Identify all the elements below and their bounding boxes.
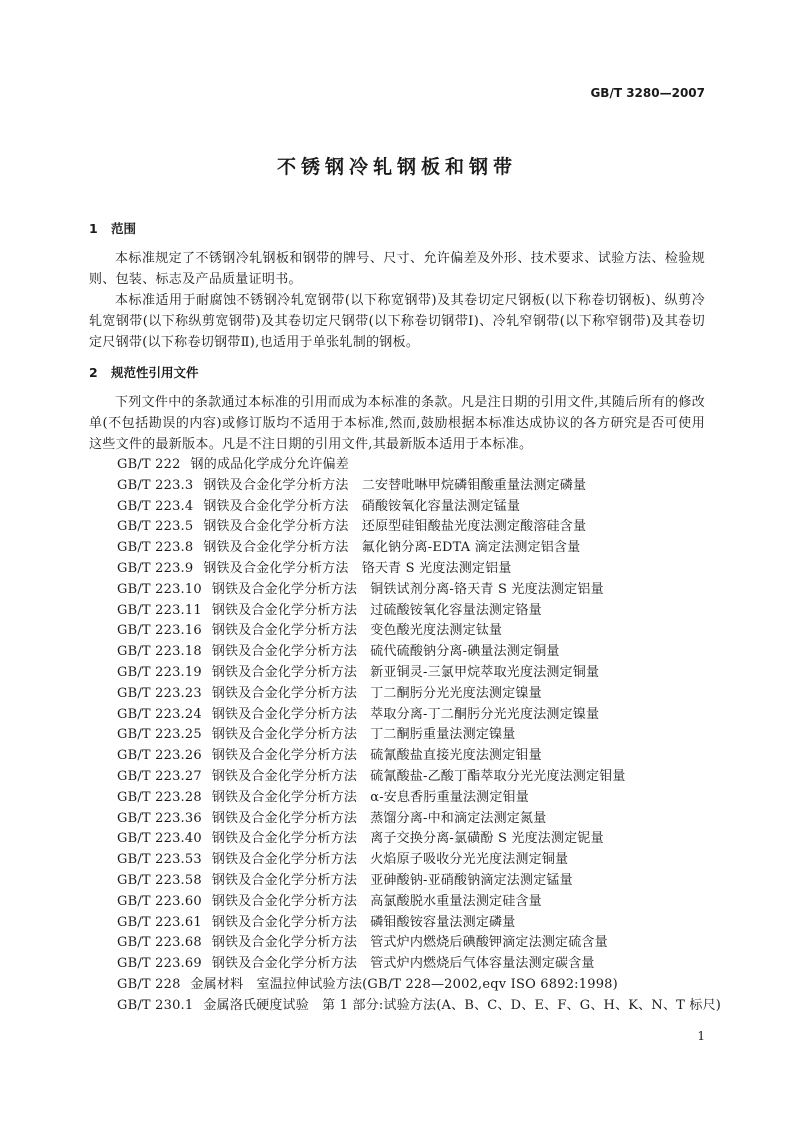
reference-title: 钢铁及合金化学分析方法 铬天青 S 光度法测定铝量 bbox=[203, 560, 512, 576]
reference-code: GB/T 223.11 bbox=[117, 602, 202, 618]
reference-title: 钢铁及合金化学分析方法 硫氰酸盐直接光度法测定钼量 bbox=[211, 748, 542, 764]
reference-title: 钢铁及合金化学分析方法 离子交换分离-氯磺酚 S 光度法测定铌量 bbox=[211, 831, 604, 847]
reference-title: 钢铁及合金化学分析方法 高氯酸脱水重量法测定硅含量 bbox=[211, 893, 542, 909]
reference-item bbox=[89, 850, 705, 871]
reference-item bbox=[89, 601, 705, 622]
reference-code: GB/T 223.23 bbox=[117, 685, 202, 701]
reference-title: 金属洛氏硬度试验 第 1 部分:试验方法(A、B、C、D、E、F、G、H、K、N、T 标尺) bbox=[203, 997, 722, 1013]
section-number: 2 bbox=[89, 365, 98, 380]
reference-item bbox=[89, 559, 705, 580]
reference-item bbox=[89, 933, 705, 954]
reference-code: GB/T 223.10 bbox=[117, 581, 202, 597]
scope-paragraph-2: 本标准适用于耐腐蚀不锈钢冷轧宽钢带(以下称宽钢带)及其卷切定尺钢板(以下称卷切钢板)、纵剪冷轧宽钢带(以下称纵剪宽钢带)及其卷切定尺钢带(以下称卷切钢带Ⅰ)、冷轧窄钢带(以下称窄钢带)及其卷切定尺钢带(以下称卷切钢带Ⅱ),也适用于单张轧制的钢板。 bbox=[89, 293, 705, 350]
reference-title: 钢的成品化学成分允许偏差 bbox=[190, 457, 349, 472]
reference-code: GB/T 223.58 bbox=[117, 872, 202, 888]
reference-item bbox=[89, 871, 705, 892]
reference-code: GB/T 223.8 bbox=[117, 540, 194, 556]
standard-code: GB/T 3280—2007 bbox=[590, 86, 705, 100]
reference-item bbox=[89, 538, 705, 559]
reference-title: 钢铁及合金化学分析方法 萃取分离-丁二酮肟分光光度法测定镍量 bbox=[211, 706, 600, 722]
reference-code: GB/T 223.28 bbox=[117, 789, 202, 805]
reference-code: GB/T 228 bbox=[117, 976, 181, 992]
reference-code: GB/T 223.9 bbox=[117, 560, 194, 576]
reference-item bbox=[89, 476, 705, 497]
reference-title: 钢铁及合金化学分析方法 过硫酸铵氧化容量法测定铬量 bbox=[211, 602, 542, 618]
reference-item bbox=[89, 746, 705, 767]
reference-title: 钢铁及合金化学分析方法 管式炉内燃烧后气体容量法测定碳含量 bbox=[211, 956, 595, 972]
references-intro-paragraph: 下列文件中的条款通过本标准的引用而成为本标准的条款。凡是注日期的引用文件,其随后所有的修改单(不包括勘误的内容)或修订版均不适用于本标准,然而,鼓励根据本标准达成协议的各方研究是否可使用这些文件的最新版本。凡是不注日期的引用文件,其最新版本适用于本标准。 bbox=[89, 395, 705, 452]
reference-code: GB/T 222 bbox=[117, 457, 181, 472]
reference-title: 钢铁及合金化学分析方法 二安替吡啉甲烷磷钼酸重量法测定磷量 bbox=[203, 477, 587, 493]
document-title: 不锈钢冷轧钢板和钢带 bbox=[276, 156, 517, 178]
reference-title: 钢铁及合金化学分析方法 硫代硫酸钠分离-碘量法测定铜量 bbox=[211, 644, 560, 660]
reference-item bbox=[89, 684, 705, 705]
reference-item bbox=[89, 892, 705, 913]
reference-item bbox=[89, 642, 705, 663]
reference-title: 钢铁及合金化学分析方法 磷钼酸铵容量法测定磷量 bbox=[211, 914, 516, 930]
reference-code: GB/T 223.24 bbox=[117, 706, 202, 722]
reference-code: GB/T 223.69 bbox=[117, 956, 202, 972]
reference-code: GB/T 223.68 bbox=[117, 935, 202, 951]
reference-title: 钢铁及合金化学分析方法 铜铁试剂分离-铬天青 S 光度法测定铝量 bbox=[211, 581, 604, 597]
reference-list bbox=[89, 455, 722, 1017]
reference-code: GB/T 223.61 bbox=[117, 914, 202, 930]
reference-code: GB/T 223.26 bbox=[117, 748, 202, 764]
reference-code: GB/T 223.27 bbox=[117, 768, 202, 784]
reference-title: 钢铁及合金化学分析方法 管式炉内燃烧后碘酸钾滴定法测定硫含量 bbox=[211, 935, 608, 951]
reference-title: 钢铁及合金化学分析方法 氟化钠分离-EDTA 滴定法测定铝含量 bbox=[203, 540, 581, 556]
reference-title: 钢铁及合金化学分析方法 丁二酮肟分光光度法测定镍量 bbox=[211, 685, 542, 701]
reference-code: GB/T 223.18 bbox=[117, 644, 202, 660]
section-1-heading bbox=[89, 218, 705, 239]
reference-title: 金属材料 室温拉伸试验方法(GB/T 228—2002,eqv ISO 6892:1998) bbox=[190, 976, 618, 992]
reference-code: GB/T 223.16 bbox=[117, 623, 202, 639]
reference-code: GB/T 223.40 bbox=[117, 831, 202, 847]
reference-code: GB/T 230.1 bbox=[117, 997, 194, 1013]
reference-item bbox=[89, 809, 705, 830]
reference-item bbox=[89, 621, 705, 642]
reference-item bbox=[89, 975, 705, 996]
reference-title: 钢铁及合金化学分析方法 丁二酮肟重量法测定镍量 bbox=[211, 727, 516, 743]
document-body bbox=[89, 218, 722, 1017]
reference-code: GB/T 223.19 bbox=[117, 664, 202, 680]
section-2-heading bbox=[89, 362, 705, 383]
reference-code: GB/T 223.60 bbox=[117, 893, 202, 909]
reference-title: 钢铁及合金化学分析方法 硫氰酸盐-乙酸丁酯萃取分光光度法测定钼量 bbox=[211, 768, 626, 784]
reference-title: 钢铁及合金化学分析方法 还原型硅钼酸盐光度法测定酸溶硅含量 bbox=[203, 519, 587, 535]
reference-code: GB/T 223.53 bbox=[117, 852, 202, 868]
reference-code: GB/T 223.36 bbox=[117, 810, 202, 826]
reference-item bbox=[89, 580, 705, 601]
reference-item bbox=[89, 725, 705, 746]
reference-title: 钢铁及合金化学分析方法 变色酸光度法测定钛量 bbox=[211, 623, 503, 639]
reference-title: 钢铁及合金化学分析方法 亚砷酸钠-亚硝酸钠滴定法测定锰量 bbox=[211, 872, 573, 888]
reference-code: GB/T 223.25 bbox=[117, 727, 202, 743]
reference-item bbox=[89, 663, 705, 684]
reference-title: 钢铁及合金化学分析方法 火焰原子吸收分光光度法测定铜量 bbox=[211, 852, 569, 868]
reference-item bbox=[89, 996, 722, 1017]
reference-title: 钢铁及合金化学分析方法 α-安息香肟重量法测定钼量 bbox=[211, 789, 529, 805]
section-number: 1 bbox=[89, 221, 98, 236]
reference-item bbox=[89, 455, 705, 476]
reference-code: GB/T 223.3 bbox=[117, 477, 194, 493]
reference-title: 钢铁及合金化学分析方法 新亚铜灵-三氯甲烷萃取光度法测定铜量 bbox=[211, 664, 600, 680]
scope-paragraph-1: 本标准规定了不锈钢冷轧钢板和钢带的牌号、尺寸、允许偏差及外形、技术要求、试验方法、检验规则、包装、标志及产品质量证明书。 bbox=[89, 251, 705, 287]
reference-item bbox=[89, 705, 705, 726]
reference-item bbox=[89, 788, 705, 809]
reference-item bbox=[89, 829, 705, 850]
section-title: 规范性引用文件 bbox=[111, 365, 199, 380]
section-title: 范围 bbox=[111, 221, 137, 236]
reference-code: GB/T 223.5 bbox=[117, 519, 194, 535]
reference-title: 钢铁及合金化学分析方法 硝酸铵氧化容量法测定锰量 bbox=[203, 498, 521, 514]
reference-title: 钢铁及合金化学分析方法 蒸馏分离-中和滴定法测定氮量 bbox=[211, 810, 547, 826]
reference-item bbox=[89, 497, 705, 518]
page-number: 1 bbox=[697, 1029, 705, 1043]
reference-item bbox=[89, 517, 705, 538]
reference-code: GB/T 223.4 bbox=[117, 498, 194, 514]
reference-item bbox=[89, 767, 705, 788]
reference-item bbox=[89, 954, 705, 975]
reference-item bbox=[89, 913, 705, 934]
